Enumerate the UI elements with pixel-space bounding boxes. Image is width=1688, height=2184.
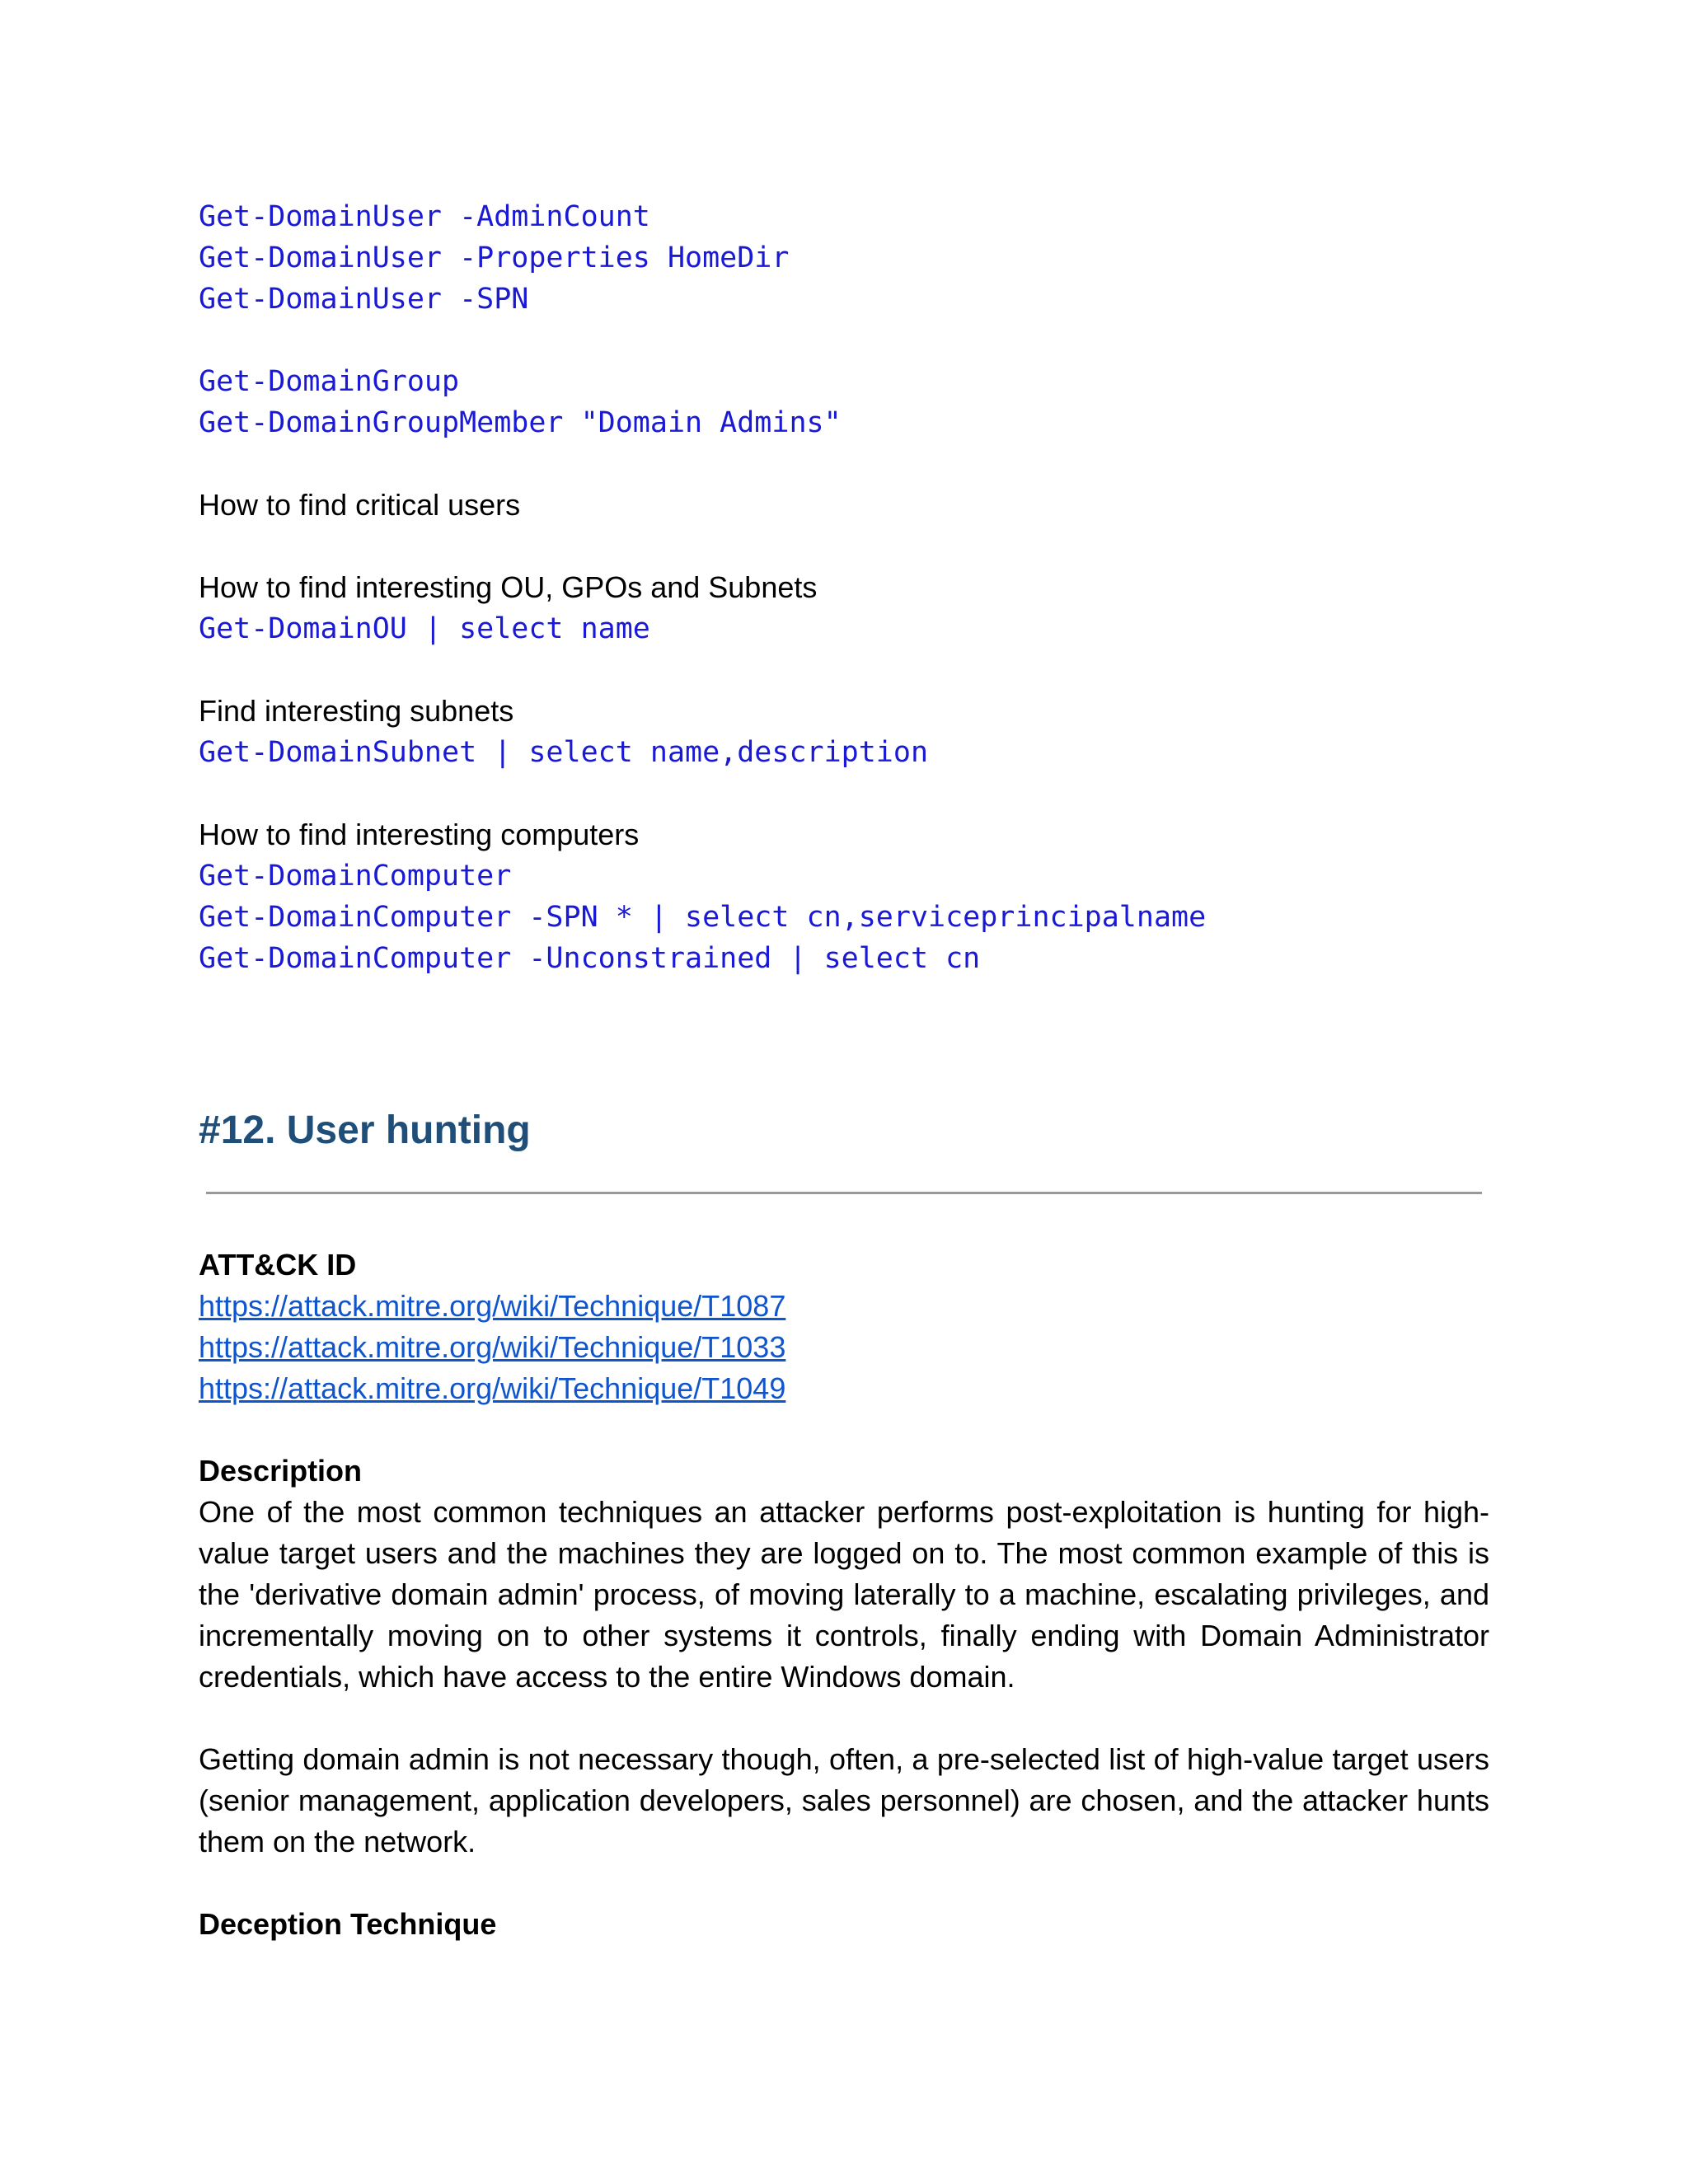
attck-link-t1087[interactable]: https://attack.mitre.org/wiki/Technique/T1087 — [199, 1289, 786, 1323]
code-line: Get-DomainUser -Properties HomeDir — [199, 241, 790, 274]
description-paragraph: One of the most common techniques an attacker performs post-exploitation is hunting for high-value target users and the machines they are logged on to. The most common example of this is the 'derivative domain admin' process, of moving laterally to a machine, escalating privileges, and incrementally moving on to other systems it controls, finally ending with Domain Administrator credentials, which have access to the entire Windows domain. — [199, 1495, 1489, 1694]
code-line: Get-DomainGroup — [199, 365, 460, 398]
section-title: #12. User hunting — [199, 1108, 531, 1152]
critical-users-text: How to find critical users — [199, 488, 521, 522]
section-divider — [206, 1192, 1482, 1194]
subnets-heading-text: Find interesting subnets — [199, 694, 514, 728]
code-line: Get-DomainComputer -Unconstrained | select cn — [199, 942, 981, 975]
description-label: Description — [199, 1454, 363, 1488]
subnets-code-line: Get-DomainSubnet | select name,description — [199, 736, 929, 769]
attck-id-label: ATT&CK ID — [199, 1248, 357, 1282]
code-line: Get-DomainUser -SPN — [199, 283, 529, 316]
code-line: Get-DomainGroupMember "Domain Admins" — [199, 406, 842, 439]
code-block-domain-user — [199, 196, 1489, 320]
ou-code-line: Get-DomainOU | select name — [199, 612, 650, 645]
computers-heading-text: How to find interesting computers — [199, 818, 640, 851]
code-block-domain-computer — [199, 855, 1489, 979]
ou-heading-text: How to find interesting OU, GPOs and Subnets — [199, 570, 818, 604]
code-block-domain-group — [199, 361, 1489, 443]
attck-link-t1049[interactable]: https://attack.mitre.org/wiki/Technique/T1049 — [199, 1371, 786, 1405]
code-line: Get-DomainUser -AdminCount — [199, 200, 650, 233]
description-paragraph: Getting domain admin is not necessary though, often, a pre-selected list of high-value target users (senior management, application developers, sales personnel) are chosen, and the attacker hunts them on the network. — [199, 1742, 1489, 1858]
page-content — [199, 0, 1489, 1945]
attck-link-t1033[interactable]: https://attack.mitre.org/wiki/Technique/T1033 — [199, 1330, 786, 1364]
code-line: Get-DomainComputer -SPN * | select cn,serviceprincipalname — [199, 901, 1207, 934]
deception-technique-label: Deception Technique — [199, 1907, 497, 1941]
code-line: Get-DomainComputer — [199, 860, 512, 893]
